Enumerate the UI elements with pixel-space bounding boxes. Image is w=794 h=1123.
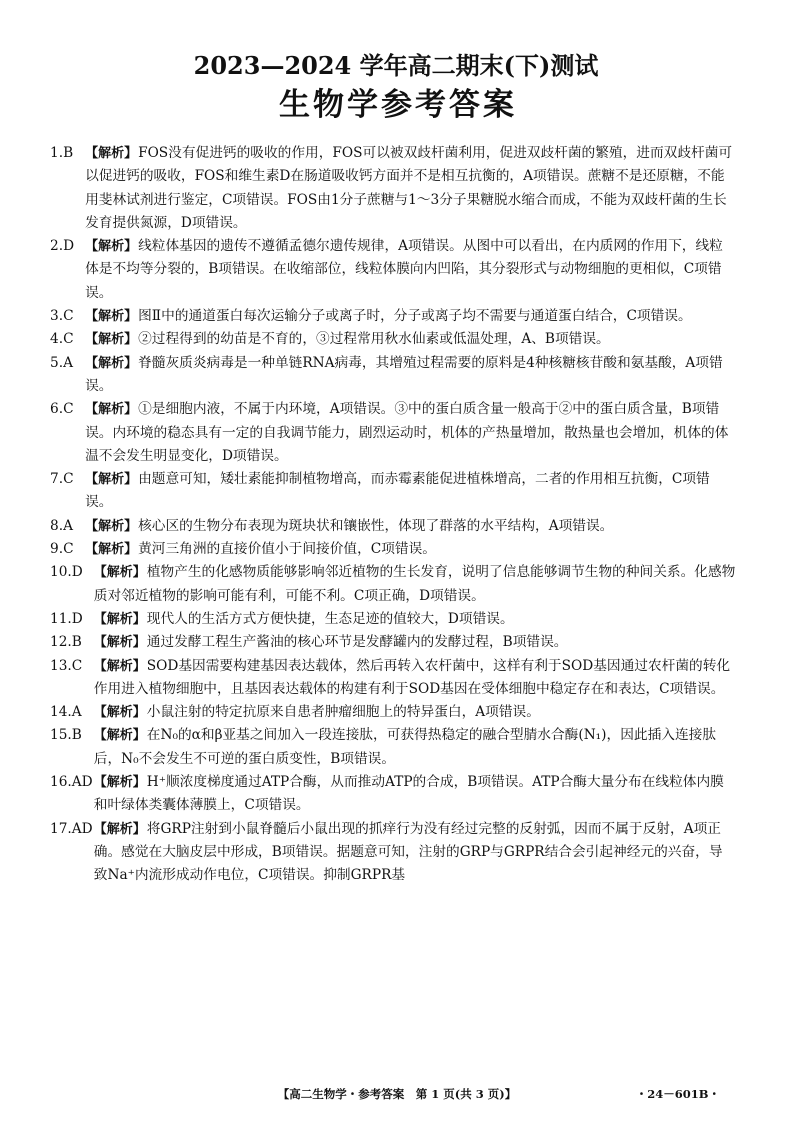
- answer-choice: D: [71, 610, 83, 627]
- answer-item: [50, 142, 736, 235]
- answer-choice: B: [71, 634, 82, 651]
- answer-item: [50, 701, 736, 724]
- explanation: [85, 515, 736, 538]
- explanation-text: H⁺顺浓度梯度通过ATP合酶，从而推动ATP的合成，B项错误。ATP合酶大量分布在线粒体内膜和叶绿体类囊体薄膜上，C项错误。: [93, 774, 724, 814]
- explanation-tag: 【解析】: [85, 332, 138, 348]
- question-index: 7.: [50, 471, 64, 488]
- answer-item: [50, 608, 736, 631]
- explanation: [94, 561, 736, 608]
- answer-list: [50, 142, 736, 888]
- question-number: [50, 468, 85, 515]
- footer-page-info: 【高二生物学・参考答案 第 1 页(共 3 页)】: [277, 1087, 517, 1101]
- explanation-text: 现代人的生活方式方便快捷，生态足迹的值较大，D项错误。: [146, 610, 514, 627]
- explanation-tag: 【解析】: [85, 355, 138, 371]
- explanation-tag: 【解析】: [93, 611, 146, 627]
- explanation-text: ①是细胞内液，不属于内环境，A项错误。③中的蛋白质含量一般高于②中的蛋白质含量，B项错误。内环境的稳态具有一定的自我调节能力，剧烈运动时，机体的产热量增加，散热量也会增加，机体的体温不会发生明显变化，D项错误。: [85, 401, 729, 464]
- explanation: [94, 655, 736, 702]
- explanation: [85, 305, 736, 328]
- explanation-tag: 【解析】: [93, 728, 146, 744]
- answer-item: [50, 305, 736, 328]
- answer-choice: C: [71, 657, 83, 674]
- explanation: [85, 352, 736, 399]
- explanation: [94, 701, 736, 724]
- question-number: [50, 771, 94, 818]
- answer-choice: D: [63, 238, 75, 255]
- answer-choice: A: [71, 704, 82, 721]
- question-index: 1.: [50, 145, 64, 161]
- explanation-tag: 【解析】: [85, 309, 138, 325]
- answer-item: [50, 468, 736, 515]
- explanation-text: 在N₀的α和β亚基之间加入一段连接肽，可获得热稳定的融合型腈水合酶(N₁)，因此插入连接肽后，N₀不会发生不可逆的蛋白质变性，B项错误。: [93, 727, 717, 767]
- answer-item: [50, 724, 736, 771]
- question-number: [50, 328, 85, 351]
- explanation-tag: 【解析】: [93, 821, 146, 837]
- question-number: [50, 352, 85, 399]
- question-index: 2.: [50, 238, 64, 255]
- explanation-tag: 【解析】: [93, 658, 146, 674]
- explanation-tag: 【解析】: [85, 518, 138, 534]
- question-number: [50, 724, 94, 771]
- explanation-text: FOS没有促进钙的吸收的作用，FOS可以被双歧杆菌利用，促进双歧杆菌的繁殖，进而双歧杆菌可以促进钙的吸收，FOS和维生素D在肠道吸收钙方面并不是相互抗衡的，A项错误。蔗糖不是还原糖，不能用斐林试剂进行鉴定，C项错误。FOS由1分子蔗糖与1～3分子果糖脱水缩合而成，不能为双歧杆菌的生长发育提供氮源，D项错误。: [85, 145, 733, 231]
- explanation-text: ②过程得到的幼苗是不育的，③过程常用秋水仙素或低温处理，A、B项错误。: [138, 331, 610, 348]
- question-index: 14.: [50, 704, 72, 721]
- question-index: 9.: [50, 541, 64, 558]
- question-index: 11.: [50, 610, 72, 627]
- question-index: 16.: [50, 774, 72, 791]
- answer-item: [50, 515, 736, 538]
- explanation: [94, 608, 736, 631]
- question-index: 4.: [50, 331, 64, 348]
- answer-item: [50, 398, 736, 468]
- question-index: 15.: [50, 727, 72, 744]
- explanation: [85, 468, 736, 515]
- explanation-tag: 【解析】: [93, 565, 146, 581]
- question-number: [50, 631, 94, 654]
- question-number: [50, 515, 85, 538]
- explanation: [85, 398, 736, 468]
- question-number: [50, 538, 85, 561]
- answer-choice: AD: [71, 774, 93, 791]
- explanation-tag: 【解析】: [85, 402, 138, 418]
- explanation-tag: 【解析】: [93, 635, 146, 651]
- explanation-tag: 【解析】: [85, 146, 138, 161]
- explanation: [85, 142, 736, 235]
- explanation-text: 将GRP注射到小鼠脊髓后小鼠出现的抓痒行为没有经过完整的反射弧，因而不属于反射，A项正确。感觉在大脑皮层中形成，B项错误。据题意可知，注射的GRP与GRPR结合会引起神经元的兴奋，导致Na⁺内流形成动作电位，C项错误。抑制GRPR基: [93, 820, 723, 884]
- answer-choice: A: [63, 354, 73, 371]
- answer-choice: A: [63, 517, 73, 534]
- answer-choice: C: [63, 308, 74, 325]
- question-number: [50, 561, 94, 608]
- answer-choice: C: [63, 471, 74, 488]
- question-index: 12.: [50, 634, 72, 651]
- explanation-text: 黄河三角洲的直接价值小于间接价值，C项错误。: [138, 541, 436, 558]
- question-index: 8.: [50, 517, 64, 534]
- page-title: 2023—2024 学年高二期末(下)测试: [193, 51, 599, 80]
- explanation-text: 图Ⅱ中的通道蛋白每次运输分子或离子时，分子或离子均不需要与通道蛋白结合，C项错误。: [138, 308, 692, 325]
- question-number: [50, 701, 94, 724]
- question-index: 10.: [50, 564, 72, 581]
- answer-item: [50, 561, 736, 608]
- question-number: [50, 608, 94, 631]
- question-number: [50, 305, 85, 328]
- explanation: [94, 631, 736, 654]
- explanation-text: 线粒体基因的遗传不遵循孟德尔遗传规律，A项错误。从图中可以看出，在内质网的作用下，线粒体是不均等分裂的，B项错误。在收缩部位，线粒体膜向内凹陷，其分裂形式与动物细胞的更相似，C项错误。: [85, 238, 723, 301]
- answer-item: [50, 352, 736, 399]
- explanation-text: 由题意可知，矮壮素能抑制植物增高，而赤霉素能促进植株增高，二者的作用相互抗衡，C项错误。: [85, 471, 710, 511]
- footer-doc-code: ・24－601B・: [635, 1087, 720, 1101]
- answer-choice: B: [71, 727, 82, 744]
- answer-choice: B: [63, 145, 74, 161]
- answer-item: [50, 818, 736, 888]
- answer-item: [50, 235, 736, 305]
- explanation-tag: 【解析】: [85, 472, 138, 488]
- answer-item: [50, 771, 736, 818]
- explanation-text: 脊髓灰质炎病毒是一种单链RNA病毒，其增殖过程需要的原料是4种核糖核苷酸和氨基酸，A项错误。: [85, 354, 723, 394]
- question-index: 17.: [50, 820, 72, 837]
- explanation-tag: 【解析】: [85, 239, 138, 255]
- explanation-text: SOD基因需要构建基因表达载体，然后再转入农杆菌中，这样有利于SOD基因通过农杆菌的转化作用进入植物细胞中，且基因表达载体的构建有利于SOD基因在受体细胞中稳定存在和表达，C项错误。: [93, 657, 731, 697]
- answer-item: [50, 655, 736, 702]
- explanation-text: 通过发酵工程生产酱油的核心环节是发酵罐内的发酵过程，B项错误。: [146, 634, 568, 651]
- answer-choice: C: [63, 331, 74, 348]
- explanation: [94, 818, 736, 888]
- explanation-tag: 【解析】: [85, 542, 138, 558]
- answer-item: [50, 328, 736, 351]
- answer-choice: C: [63, 401, 74, 418]
- explanation-text: 植物产生的化感物质能够影响邻近植物的生长发育，说明了信息能够调节生物的种间关系。化感物质对邻近植物的影响可能有利，可能不利。C项正确，D项错误。: [93, 564, 736, 604]
- question-index: 3.: [50, 308, 64, 325]
- explanation: [94, 771, 736, 818]
- answer-item: [50, 631, 736, 654]
- explanation-text: 核心区的生物分布表现为斑块状和镶嵌性，体现了群落的水平结构，A项错误。: [138, 517, 614, 534]
- answer-choice: AD: [71, 820, 93, 837]
- explanation-tag: 【解析】: [93, 705, 146, 721]
- question-number: [50, 818, 94, 888]
- explanation: [85, 235, 736, 305]
- explanation: [85, 538, 736, 561]
- explanation-tag: 【解析】: [93, 775, 146, 791]
- question-number: [50, 398, 85, 468]
- explanation: [94, 724, 736, 771]
- question-number: [50, 655, 94, 702]
- question-index: 13.: [50, 657, 72, 674]
- explanation-text: 小鼠注射的特定抗原来自患者肿瘤细胞上的特异蛋白，A项错误。: [146, 704, 540, 721]
- answer-choice: C: [63, 541, 74, 558]
- page-subtitle: 生物学参考答案: [279, 87, 517, 123]
- explanation: [85, 328, 736, 351]
- question-index: 6.: [50, 401, 64, 418]
- question-number: [50, 142, 85, 235]
- question-index: 5.: [50, 354, 64, 371]
- answer-item: [50, 538, 736, 561]
- answer-choice: D: [71, 564, 83, 581]
- question-number: [50, 235, 85, 305]
